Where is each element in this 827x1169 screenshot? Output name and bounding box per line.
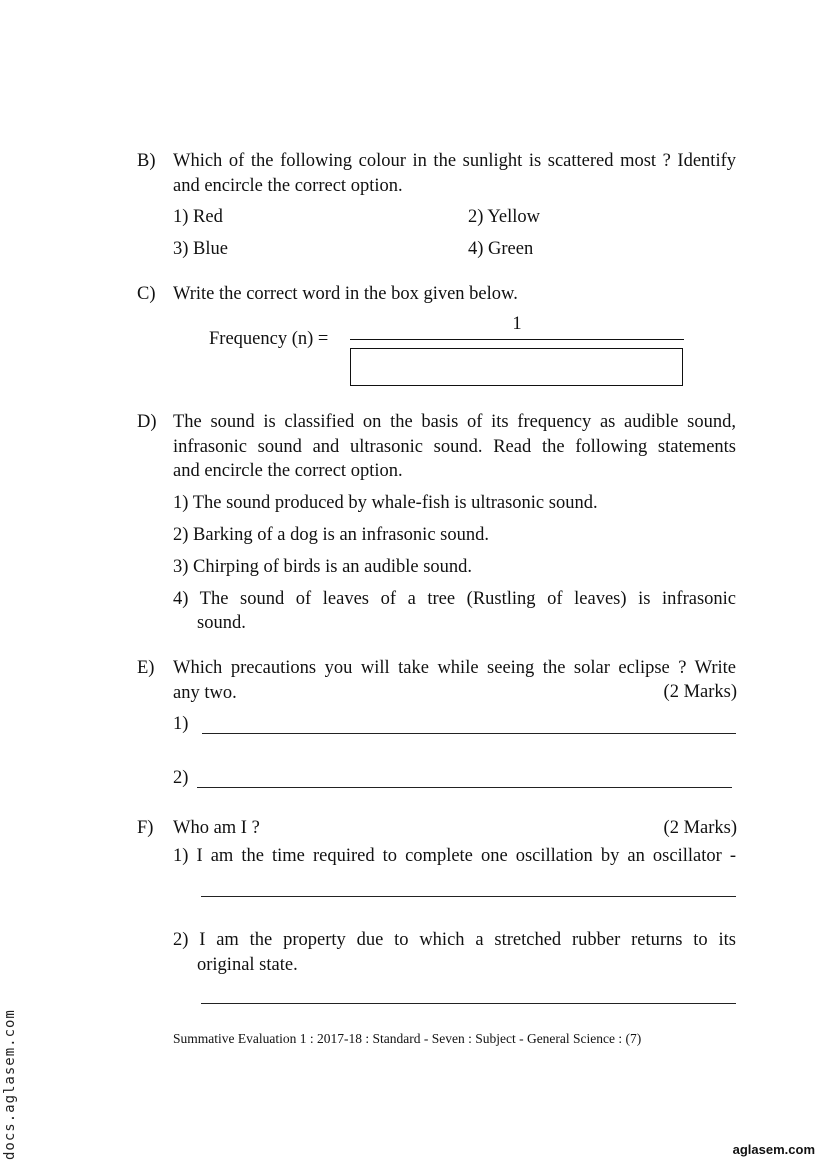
question-c-text: Write the correct word in the box given below. xyxy=(173,284,518,304)
option-d-3[interactable]: 3) Chirping of birds is an audible sound. xyxy=(173,557,473,577)
frequency-label: Frequency (n) = xyxy=(209,329,329,349)
option-d-4-line1[interactable]: 4) The sound of leaves of a tree (Rustling of leaves) is infrasonic xyxy=(173,589,736,609)
question-b-text-line2: and encircle the correct option. xyxy=(173,175,403,196)
question-e xyxy=(137,656,737,796)
question-f-marks: (2 Marks) xyxy=(663,818,737,838)
brand-link[interactable]: aglasem.com xyxy=(732,1142,815,1157)
question-b-label: B) xyxy=(137,151,156,171)
question-c-label: C) xyxy=(137,284,156,304)
answer-e-2-line[interactable] xyxy=(197,787,732,788)
question-e-text-line2: any two. xyxy=(173,682,237,703)
side-watermark: docs.aglasem.com xyxy=(2,1009,18,1160)
option-b-1[interactable]: 1) Red xyxy=(173,207,223,227)
question-e-text-line1: Which precautions you will take while seeing the solar eclipse ? Write xyxy=(173,658,736,678)
question-f-item1: 1) I am the time required to complete one oscillation by an oscillator - xyxy=(173,846,736,866)
question-f xyxy=(137,816,737,1011)
option-d-1[interactable]: 1) The sound produced by whale-fish is ultrasonic sound. xyxy=(173,493,598,513)
question-d-text-line2: infrasonic sound and ultrasonic sound. Read the following statements xyxy=(173,436,736,457)
question-d-text-line1: The sound is classified on the basis of its frequency as audible sound, xyxy=(173,412,736,432)
question-d-text-line3: and encircle the correct option. xyxy=(173,461,403,481)
option-b-2[interactable]: 2) Yellow xyxy=(468,207,540,227)
question-f-item2-line1: 2) I am the property due to which a stretched rubber returns to its xyxy=(173,930,736,950)
option-d-4-line2[interactable]: sound. xyxy=(197,613,246,633)
question-d-label: D) xyxy=(137,412,157,432)
fraction-bar xyxy=(350,339,684,340)
question-f-item2-line2: original state. xyxy=(197,955,298,975)
answer-box[interactable] xyxy=(350,348,683,386)
question-b xyxy=(137,149,737,269)
option-b-3[interactable]: 3) Blue xyxy=(173,239,228,259)
fraction-numerator: 1 xyxy=(512,314,522,334)
option-b-4[interactable]: 4) Green xyxy=(468,239,534,259)
question-d xyxy=(137,410,737,640)
question-b-text-line1: Which of the following colour in the sunlight is scattered most ? Identify xyxy=(173,151,736,171)
option-d-2[interactable]: 2) Barking of a dog is an infrasonic sound. xyxy=(173,525,489,545)
question-e-label: E) xyxy=(137,658,155,678)
answer-e-1-line[interactable] xyxy=(202,733,736,734)
answer-e-1-number: 1) xyxy=(173,714,189,734)
question-f-title: Who am I ? xyxy=(173,818,260,838)
page-footer: Summative Evaluation 1 : 2017-18 : Standard - Seven : Subject - General Science : (7) xyxy=(173,1031,642,1046)
answer-f-1-line[interactable] xyxy=(201,896,736,897)
answer-e-2-number: 2) xyxy=(173,768,189,788)
answer-f-2-line[interactable] xyxy=(201,1003,736,1004)
question-f-label: F) xyxy=(137,818,154,838)
question-e-marks: (2 Marks) xyxy=(663,682,737,702)
